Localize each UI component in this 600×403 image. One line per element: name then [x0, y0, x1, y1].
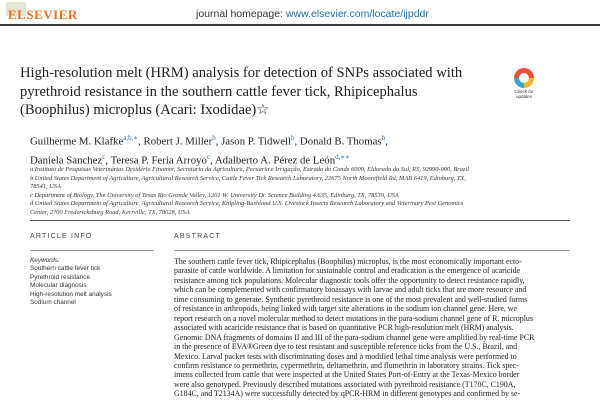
author-name[interactable]: , Donald B. Thomas [294, 135, 382, 148]
elsevier-logo[interactable] [6, 2, 98, 22]
abstract-line: report research on a novel molecular method to detect mutations in the para-sodium channel gene of R. microplus [174, 313, 533, 323]
check-updates-label-2: updates [515, 94, 532, 99]
author-name[interactable]: , Adalberto A. Pérez de León [210, 154, 336, 167]
keywords-panel [30, 257, 112, 307]
title-line-1: High-resolution melt (HRM) analysis for detection of SNPs associated with [20, 65, 463, 81]
affiliation-item: a Instituto de Pesquisas Veterinárias Desidério Finamor, Secretaria da Agricultura, Pecuária e Irrigação, Estrada do Conde 6000, Eldorado do Sul, RS, 92990-000, Brazil [30, 166, 469, 173]
author-affiliation-marker[interactable]: c [102, 152, 106, 161]
abstract-heading: ABSTRACT [174, 233, 221, 240]
abstract-line: in the presence of EVA®Green dye to test resistant and susceptible reference ticks from the U.S., Brazil, and [174, 342, 518, 352]
check-for-updates-badge[interactable] [510, 68, 538, 102]
author-affiliation-marker[interactable]: b [291, 134, 295, 142]
author-line-1 [30, 131, 388, 150]
keyword-item: Pyrethroid resistance [30, 273, 91, 281]
affiliation-item: Center, 2700 Fredericksburg Road, Kerrville, TX, 78028, USA [30, 208, 190, 216]
author-list [30, 131, 388, 168]
homepage-prefix: journal homepage: [196, 8, 286, 20]
abstract-line: resistance among tick populations. Molecular diagnostic tools offer the opportunity to detect resistance rapidly, [174, 275, 525, 285]
affiliation-item: b United States Department of Agriculture, Agricultural Research Service, Cattle Fever Tick Research Laboratory, 22675 North Moorefield Rd, MAB 6419, Edinburg, TX, [30, 174, 466, 182]
section-divider [30, 220, 570, 221]
author-affiliation-marker[interactable]: d,∗∗ [335, 152, 350, 161]
author-affiliation-marker[interactable]: b [212, 134, 216, 142]
title-line-2: pyrethroid resistance in the southern cattle fever tick, Rhipicephalus [20, 83, 418, 100]
affiliation-item: c Department of Biology, The University of Texas Rio Grande Valley, 1201 W. University Dr. Science Building 4.635, Edinburg, TX, 78539, USA [30, 191, 399, 199]
abstract-line: confirm resistance to permethrin, cypermethrin, deltamethrin, and flumethrin in laboratory strains. Tick spec- [174, 360, 519, 370]
abstract-line: associated with acaricide resistance that is based on quantitative PCR high-resolution melt (HRM) analysis. [174, 323, 514, 333]
author-affiliation-marker[interactable]: b [381, 134, 386, 142]
abstract-line: parasite of cattle worldwide. A limitation for sustainable control and eradication is the emergence of acaricide [174, 266, 521, 276]
check-updates-label [508, 89, 540, 99]
article-title [20, 64, 490, 120]
journal-homepage [196, 8, 429, 20]
abstract-line: Genomic DNA fragments of domains II and III of the para-sodium channel gene were amplified by real-time PCR [174, 332, 535, 342]
author-name[interactable]: , Teresa P. Feria Arroyo [105, 154, 207, 167]
keyword-item: Southern cattle fever tick [30, 265, 101, 273]
author-separator: , [385, 135, 388, 148]
abstract-body [174, 257, 570, 399]
keyword-item: Sodium channel [30, 299, 76, 307]
abstract-line: of resistance in arthropods, being linked with target site alterations in the sodium ion channel gene. Here, we [174, 304, 517, 314]
abstract-line: The southern cattle fever tick, Rhipicephalus (Boophilus) microplus, is the most economically important ecto- [174, 257, 522, 266]
abstract-line: imens collected from cattle that were inspected at the United States Port-of-Entry at the Texas-Mexico border [174, 370, 520, 380]
journal-header [0, 0, 600, 26]
crossmark-icon [514, 68, 534, 88]
author-name[interactable]: , Jason P. Tidwell [215, 135, 292, 148]
keywords-title: Keywords: [30, 257, 60, 264]
keyword-item: High-resolution melt analysis [30, 290, 112, 298]
check-updates-label-1: Check for [514, 89, 534, 94]
title-line [20, 83, 490, 102]
title-line [20, 101, 490, 120]
abstract-line: were also genotyped. Previously described mutations associated with pyrethroid resistance (T170C, C190A, [174, 379, 516, 389]
publisher-name: ELSEVIER [8, 7, 78, 22]
author-affiliation-marker[interactable]: a,b,∗ [123, 134, 139, 142]
author-name[interactable]: , Robert J. Miller [138, 135, 213, 148]
author-name[interactable]: Daniela Sanchez [30, 154, 103, 167]
article-info-divider [30, 250, 154, 251]
abstract-divider [174, 250, 570, 251]
affiliation-item: d United States Department of Agriculture, Agricultural Research Service, Knipling-Bushland U.S. Livestock Insects Research Laboratory and Veterinary Pest Genomics [30, 200, 464, 208]
title-line [20, 64, 490, 83]
author-affiliation-marker[interactable]: c [206, 152, 211, 161]
abstract-line: Mexico. Larval packet tests with discriminating doses and a modified lethal time analysis were performed to [174, 351, 517, 361]
abstract-line: G184C, and T2134A) were successfully detected by qPCR-HRM in different genotypes and confirmed by se- [174, 389, 521, 399]
abstract-line: time consuming to generate. Synthetic pyrethroid resistance is one of the most prevalent and well-studied forms [174, 294, 528, 304]
abstract-line: which can be complemented with confirmatory bioassays with larvae and adult ticks that are more resource and [174, 285, 527, 295]
homepage-link[interactable]: www.elsevier.com/locate/ijpddr [285, 8, 429, 20]
title-line-3: (Boophilus) microplus (Acari: Ixodidae)☆ [20, 102, 270, 118]
affiliation-list [30, 166, 550, 218]
keyword-item: Molecular diagnosis [30, 282, 87, 290]
article-info-heading: ARTICLE INFO [30, 233, 93, 240]
affiliation-item: 78541, USA [30, 183, 61, 191]
author-name[interactable]: Guilherme M. Klafke [30, 135, 124, 148]
